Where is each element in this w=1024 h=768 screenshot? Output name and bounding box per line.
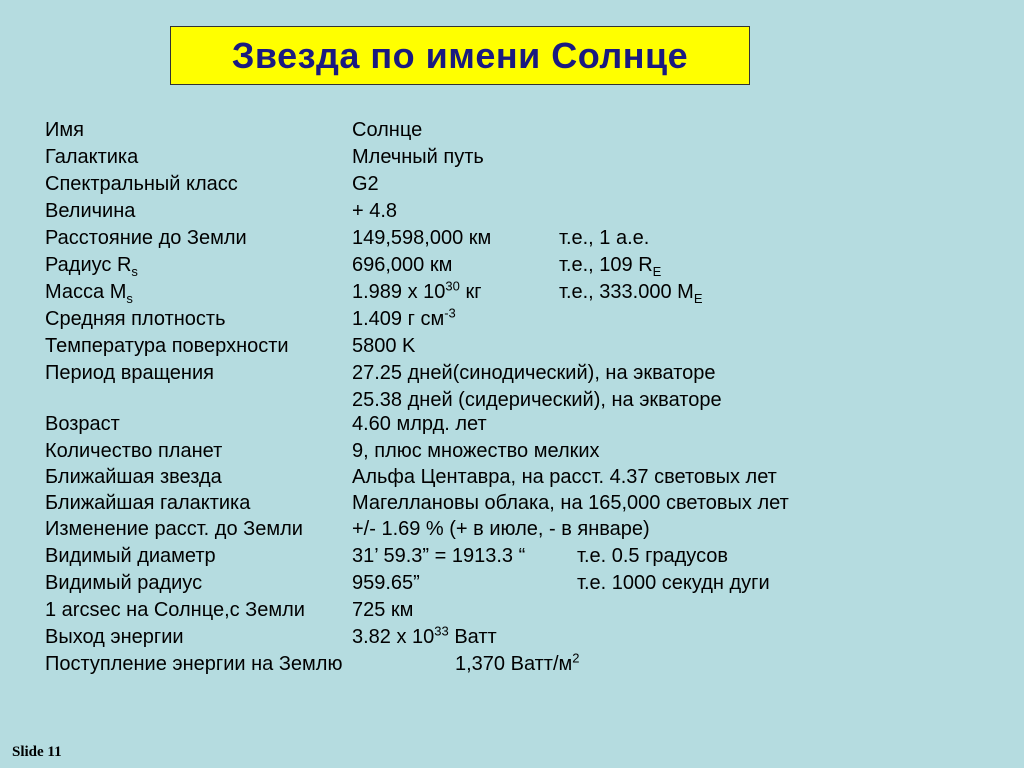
row-label-text: Возраст <box>45 413 120 435</box>
row-value-text: 149,598,000 км <box>352 227 492 249</box>
row-label-text: Видимый диаметр <box>45 545 216 567</box>
row-label-text: Спектральный класс <box>45 173 238 195</box>
row-value-text: 4.60 млрд. лет <box>352 413 487 435</box>
row-label <box>45 651 342 678</box>
row-value-text: 27.25 дней(синодический), на экваторе <box>352 362 716 384</box>
row-value-superscript: 33 <box>434 623 449 639</box>
row-label-subscript: s <box>131 264 138 279</box>
row-value-text: G2 <box>352 173 379 195</box>
table-row <box>0 597 1024 624</box>
row-value <box>352 144 484 171</box>
row-value <box>352 360 716 387</box>
row-value <box>352 171 379 198</box>
table-row <box>0 360 1024 387</box>
table-row <box>0 438 1024 465</box>
row-value-text: 9, плюс множество мелких <box>352 440 600 462</box>
row-value-text: 1.989 x 10 <box>352 281 446 303</box>
row-value <box>352 387 722 414</box>
row-value-superscript: 2 <box>572 650 580 666</box>
row-label <box>45 144 138 171</box>
row-label-text: Изменение расст. до Земли <box>45 518 303 540</box>
row-note-text: т.е., 109 R <box>559 254 653 276</box>
row-value <box>352 306 456 333</box>
row-label-text: Имя <box>45 119 84 141</box>
row-note-subscript: E <box>652 264 662 279</box>
table-row <box>0 333 1024 360</box>
row-value-text: +/- 1.69 % (+ в июле, - в январе) <box>352 518 650 540</box>
row-value <box>352 333 415 360</box>
row-value <box>352 464 777 491</box>
row-label-text: Температура поверхности <box>45 335 289 357</box>
row-label <box>45 117 84 144</box>
row-label <box>45 360 214 387</box>
row-value-text: Магеллановы облака, на 165,000 световых лет <box>352 492 789 514</box>
row-label <box>45 225 247 252</box>
row-value <box>352 117 422 144</box>
row-note-text: т.е. 0.5 градусов <box>577 545 729 567</box>
row-label-text: Величина <box>45 200 136 222</box>
row-label <box>45 624 184 651</box>
table-row <box>0 117 1024 144</box>
row-value-unit: Ватт <box>448 626 497 648</box>
row-value-text: Млечный путь <box>352 146 484 168</box>
row-label <box>45 171 238 198</box>
row-note-text: т.е., 1 а.е. <box>559 227 650 249</box>
row-label <box>45 464 222 491</box>
row-value-unit: кг <box>459 281 482 303</box>
row-value <box>352 516 650 543</box>
row-value-text: 696,000 км <box>352 254 453 276</box>
page-title: Звезда по имени Солнце <box>231 34 689 76</box>
table-row <box>0 464 1024 491</box>
row-label-text: 1 arcsec на Солнце,с Земли <box>45 599 305 621</box>
table-row <box>0 651 1024 678</box>
row-label-subscript: s <box>126 291 133 306</box>
row-label-text: Период вращения <box>45 362 214 384</box>
row-label-text: Видимый радиус <box>45 572 203 594</box>
row-label <box>45 438 222 465</box>
row-value-text: 5800 K <box>352 335 416 357</box>
row-label <box>45 516 303 543</box>
row-label-text: Ближайшая звезда <box>45 466 222 488</box>
row-value-text: 25.38 дней (сидерический), на экваторе <box>352 389 722 411</box>
row-value-superscript: 30 <box>445 278 460 294</box>
table-row <box>0 171 1024 198</box>
row-value <box>352 490 789 517</box>
row-note-text: т.е., 333.000 M <box>559 281 694 303</box>
row-note <box>559 225 649 252</box>
row-value-text: 725 км <box>352 599 414 621</box>
row-label-text: Радиус R <box>45 254 132 276</box>
row-value <box>352 411 487 438</box>
row-label <box>45 597 305 624</box>
table-row <box>0 570 1024 597</box>
row-label <box>45 543 216 570</box>
table-row <box>0 279 1024 306</box>
row-label-text: Расстояние до Земли <box>45 227 247 249</box>
row-note <box>559 252 661 279</box>
row-value <box>352 597 413 624</box>
row-label <box>45 279 133 306</box>
row-label <box>45 333 289 360</box>
table-row <box>0 225 1024 252</box>
row-note <box>577 570 770 597</box>
row-value <box>352 543 525 570</box>
row-value <box>352 225 491 252</box>
row-value-text: 1,370 Ватт/м <box>455 653 573 675</box>
table-row <box>0 252 1024 279</box>
row-value-text: 1.409 г см <box>352 308 445 330</box>
row-value <box>352 198 397 225</box>
table-row <box>0 387 1024 414</box>
row-value-text: Альфа Центавра, на расст. 4.37 световых лет <box>352 466 777 488</box>
row-note-text: т.е. 1000 секудн дуги <box>577 572 770 594</box>
row-note-subscript: E <box>693 291 703 306</box>
table-row <box>0 490 1024 517</box>
row-note <box>559 279 702 306</box>
row-label <box>45 411 120 438</box>
row-label <box>45 252 138 279</box>
row-value-text: Солнце <box>352 119 423 141</box>
table-row <box>0 411 1024 438</box>
row-note <box>577 543 728 570</box>
row-value <box>352 438 600 465</box>
row-value <box>352 624 497 651</box>
table-row <box>0 543 1024 570</box>
row-label-text: Галактика <box>45 146 139 168</box>
row-label-text: Количество планет <box>45 440 223 462</box>
row-label <box>45 198 135 225</box>
row-value-superscript: -3 <box>444 305 456 321</box>
table-row <box>0 624 1024 651</box>
row-label-text: Выход энергии <box>45 626 184 648</box>
row-label-text: Масса M <box>45 281 127 303</box>
row-label <box>45 570 202 597</box>
row-label <box>45 490 250 517</box>
row-label-text: Поступление энергии на Землю <box>45 653 343 675</box>
row-label-text: Ближайшая галактика <box>45 492 251 514</box>
row-value <box>352 279 482 306</box>
row-value <box>352 252 452 279</box>
row-label-text: Средняя плотность <box>45 308 226 330</box>
row-label <box>45 306 226 333</box>
row-value <box>455 651 580 678</box>
row-value-text: 959.65” <box>352 572 420 594</box>
table-row <box>0 306 1024 333</box>
title-box <box>170 26 750 85</box>
row-value-text: 3.82 x 10 <box>352 626 435 648</box>
table-row <box>0 516 1024 543</box>
table-row <box>0 144 1024 171</box>
row-value-text: + 4.8 <box>352 200 398 222</box>
row-value <box>352 570 420 597</box>
table-row <box>0 198 1024 225</box>
slide-number: Slide 11 <box>12 744 62 760</box>
row-value-text: 31’ 59.3” = 1913.3 “ <box>352 545 526 567</box>
